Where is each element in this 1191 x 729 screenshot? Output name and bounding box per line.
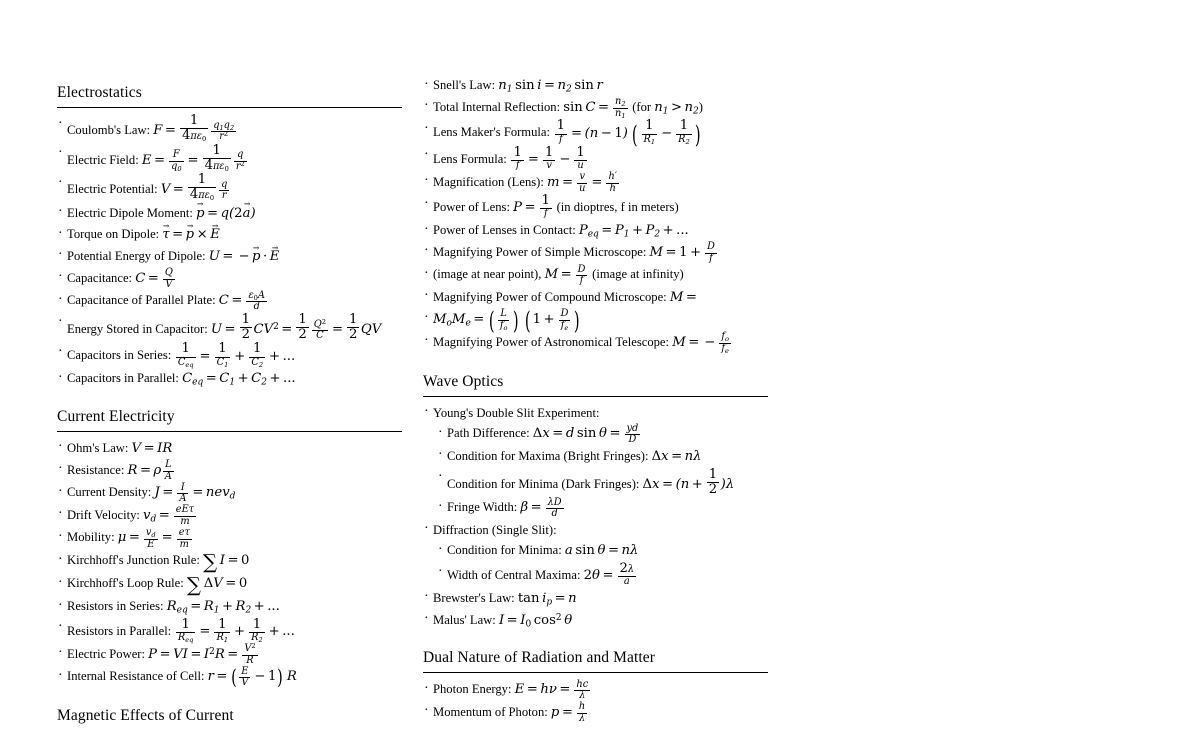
formula-item-simple-microscope-continued: [423, 264, 769, 287]
formula-math: μ = $\frac{v_d}{E}$ = $\frac{e\tau}{m}$: [117, 526, 190, 550]
formula-label: Brewster's Law:: [433, 590, 515, 605]
formula-item-path-difference: [437, 423, 769, 446]
formula-label: Potential Energy of Dipole:: [67, 248, 206, 263]
formula-list-polarisation: [423, 588, 769, 631]
formula-list-diffraction: [423, 520, 769, 541]
formula-label: Lens Formula:: [433, 151, 507, 166]
formula-item-compound-microscope: [423, 287, 769, 309]
formula-item-junction-rule: [57, 550, 423, 573]
formula-item-energy-stored: [57, 313, 423, 343]
formula-item-loop-rule: [57, 573, 423, 596]
formula-note-math: $n_1 > n_2$: [654, 99, 699, 117]
formula-label: Current Density:: [67, 485, 152, 500]
section-rule-dual-nature: [423, 672, 768, 673]
formula-item-ydse: [423, 403, 769, 424]
formula-math: a sin θ = nλ: [564, 543, 639, 559]
formula-math: Δx = (n + $\frac{1}{2}$ )λ: [642, 466, 735, 497]
formula-label: Electric Potential:: [67, 182, 158, 197]
formula-item-caps-series: [57, 342, 423, 368]
formula-item-drift-velocity: [57, 505, 423, 528]
formula-label: Condition for Minima:: [447, 543, 562, 558]
section-electrostatics: [57, 83, 423, 108]
formula-math: $n_1$ $\sin i = n_2$ sin r: [498, 78, 603, 95]
formula-math: $I = I_0$ $\cos^2 \theta$: [498, 612, 573, 630]
left-column: [57, 0, 423, 729]
formula-math: ∑ I = 0: [203, 550, 250, 574]
formula-label: Power of Lenses in Contact:: [433, 223, 576, 237]
formula-label: Total Internal Reflection:: [433, 99, 561, 114]
formula-item-cond-minima: [437, 540, 769, 562]
formula-label: Magnifying Power of Astronomical Telescope:: [433, 334, 670, 349]
formula-math: $P_{eq} = P_1 + P_2$ + ...: [578, 223, 689, 240]
formula-math: R = ρ $\frac{L}{A}$: [127, 459, 172, 482]
formula-math: M = 1 + $\frac{D}{f}$: [649, 241, 715, 264]
section-rule-electrostatics: [57, 107, 402, 108]
formula-label: Snell's Law:: [433, 78, 496, 92]
section-dual-nature: [423, 648, 769, 673]
formula-label: Electric Field:: [67, 152, 139, 167]
formula-item-electric-dipole-moment: [57, 203, 423, 225]
formula-item-res-parallel: [57, 618, 423, 644]
formula-math: $C_{eq} = C_1 + C_2$ + ...: [182, 371, 296, 388]
formula-math: $\tan i_p = n$: [517, 590, 577, 608]
formula-item-simple-microscope: [423, 242, 769, 265]
formula-math: τ → = p → × E →: [162, 227, 220, 242]
formula-item-lens-formula: [423, 146, 769, 172]
formula-item-minima-dark: [437, 468, 769, 498]
formula-label: Capacitors in Series:: [67, 348, 172, 363]
formula-label: Ohm's Law:: [67, 440, 129, 455]
formula-label: Condition for Maxima (Bright Fringes):: [447, 448, 649, 463]
formula-math: J = $\frac{I}{A}$ = nev$_d$: [154, 481, 236, 505]
formula-math: V = $\frac{1}{4\pi\varepsilon_0}$ $\frac{q}{r}$: [160, 172, 228, 203]
section-heading-magnetic-effects: Magnetic Effects of Current: [57, 706, 234, 724]
formula-item-lens-makers-formula: [423, 118, 769, 150]
formula-item-electric-field: [57, 144, 423, 174]
formula-item-power-of-lens: [423, 194, 769, 220]
section-rule-wave-optics: [423, 396, 768, 397]
formula-item-mobility: [57, 527, 423, 550]
formula-sublist-diffraction: [423, 540, 769, 588]
formula-item-snells-law: [423, 75, 769, 97]
formula-item-pe-of-dipole: [57, 246, 423, 268]
formula-math: M =: [669, 289, 697, 305]
formula-item-photon-energy: [423, 679, 769, 702]
formula-math: $\frac{1}{f}$ = $\frac{1}{v}$ − $\frac{1}{u}$: [513, 144, 585, 172]
formula-math: V = IR: [131, 440, 173, 456]
formula-item-width-central-maxima: [437, 562, 769, 588]
formula-label: Energy Stored in Capacitor:: [67, 322, 208, 337]
formula-note: (image at near point),: [433, 267, 542, 282]
formula-label: Resistors in Series:: [67, 599, 164, 614]
formula-math: r = ( $\frac{E}{V}$ − 1) R: [207, 665, 297, 690]
formula-label: Young's Double Slit Experiment:: [433, 405, 600, 420]
formula-label: Kirchhoff's Loop Rule:: [67, 576, 184, 591]
formula-label: Torque on Dipole:: [67, 227, 160, 242]
formula-item-fringe-width: [437, 497, 769, 520]
formula-label: Capacitors in Parallel:: [67, 371, 179, 386]
formula-math: P = $\frac{1}{f}$: [513, 193, 550, 220]
formula-item-cap-parallel-plate: [57, 290, 423, 313]
formula-item-power-lenses-contact: [423, 220, 769, 242]
formula-item-current-density: [57, 482, 423, 505]
formula-item-electric-potential: [57, 173, 423, 203]
formula-item-caps-parallel: [57, 368, 423, 390]
formula-label: Magnification (Lens):: [433, 174, 544, 189]
formula-label: Drift Velocity:: [67, 507, 140, 522]
formula-label: Fringe Width:: [447, 500, 518, 515]
formula-math: $v_d$ = $\frac{\text{eEτ}}{m}$: [143, 504, 195, 527]
formula-item-diffraction: [423, 520, 769, 541]
section-wave-optics: [423, 372, 769, 397]
formula-item-malus-law: [423, 610, 769, 632]
formula-item-electric-power: [57, 644, 423, 667]
formula-math: sin C = $\frac{n_2}{n_1}$: [563, 96, 626, 120]
section-rule-current-electricity: [57, 431, 402, 432]
formula-item-momentum-photon: [423, 702, 769, 725]
formula-item-internal-resistance: [57, 666, 423, 689]
formula-list-ray-optics-continued: [423, 75, 769, 355]
formula-math: β = $\frac{\lambda D}{d}$: [520, 496, 562, 520]
formula-item-torque-on-dipole: [57, 224, 423, 246]
formula-math: C = $\frac{Q}{V}$: [135, 267, 173, 290]
section-heading-electrostatics: Electrostatics: [57, 84, 142, 101]
formula-item-maxima-bright: [437, 446, 769, 468]
formula-math: p = $\frac{h}{\lambda}$: [550, 701, 586, 725]
formula-label: Photon Energy:: [433, 682, 512, 697]
formula-label: Internal Resistance of Cell:: [67, 669, 205, 684]
section-heading-current-electricity: Current Electricity: [57, 407, 175, 425]
formula-label: Malus' Law:: [433, 612, 496, 627]
formula-item-coulombs-law: [57, 114, 423, 144]
formula-label: Electric Dipole Moment:: [67, 205, 193, 220]
formula-label: Resistance:: [67, 462, 125, 477]
formula-list-dual-nature: [423, 679, 769, 724]
formula-math: Δx = nλ: [651, 448, 702, 464]
section-current-electricity: [57, 407, 423, 432]
formula-label: Magnifying Power of Simple Microscope:: [433, 244, 647, 259]
formula-label: Resistors in Parallel:: [67, 624, 172, 639]
section-heading-wave-optics: Wave Optics: [423, 372, 504, 390]
formula-label: Kirchhoff's Junction Rule:: [67, 553, 200, 568]
formula-math: p → = q(2a →): [196, 206, 256, 221]
formula-item-brewsters-law: [423, 588, 769, 610]
right-column: [423, 0, 769, 725]
formula-label: Path Difference:: [447, 426, 530, 441]
formula-math: ∑ ΔV = 0: [186, 573, 248, 597]
formula-math: $M_oM_e$ = ( $\frac{L}{f_o}$ ) ( 1 + $\frac{D}{f_e}$ ): [433, 306, 580, 336]
formula-list-electrostatics: [57, 114, 423, 390]
formula-math: $\frac{1}{C_{eq}}$ = $\frac{1}{C_1}$ + $\frac{1}{C_2}$ + ...: [177, 341, 296, 369]
formula-math: m = $\frac{v}{u}$ = $\frac{h'}{h}$: [547, 171, 617, 194]
formula-label: Momentum of Photon:: [433, 704, 548, 719]
formula-label: Condition for Minima (Dark Fringes):: [447, 476, 640, 491]
formula-label: Lens Maker's Formula:: [433, 125, 550, 140]
formula-label: Magnifying Power of Compound Microscope:: [433, 289, 667, 304]
formula-label: Diffraction (Single Slit):: [433, 522, 557, 537]
formula-math: $\frac{1}{f}$ = (n − 1) ( $\frac{1}{R_1}$ − $\frac{1}{R_2}$ ): [556, 118, 701, 150]
formula-math: E = $\frac{F}{q_0}$ = $\frac{1}{4\pi\varepsilon_0}$ $\frac{q}{r^2}$: [141, 142, 245, 173]
formula-item-total-internal-reflection: · Total Internal Reflection: sin C = $\frac{n_2}{n_1}$ (for $n_1 > n_2$): [423, 97, 769, 120]
formula-math: $R_{eq} = R_1 + R_2$ + ...: [166, 599, 280, 616]
formula-math: E = hν = $\frac{hc}{\lambda}$: [514, 678, 589, 702]
formula-label: Capacitance of Parallel Plate:: [67, 293, 216, 308]
formula-math: $\frac{1}{R_{eq}}$ = $\frac{1}{R_1}$ + $\frac{1}{R_2}$ + ...: [177, 616, 295, 644]
section-magnetic-effects: [57, 706, 423, 729]
formula-item-compound-microscope-continued: [423, 306, 769, 336]
formula-math: M = $\frac{D}{f}$: [544, 263, 586, 287]
formula-math: F = $\frac{1}{4\pi\varepsilon_0}$ $\frac{q_1q_2}{r^2}$: [153, 113, 235, 144]
formula-note: (image at infinity): [592, 267, 684, 282]
formula-label: Capacitance:: [67, 270, 133, 285]
formula-label: Width of Central Maxima:: [447, 568, 581, 583]
formula-item-magnification-lens: [423, 172, 769, 195]
formula-math: 2θ = $\frac{2\lambda}{a}$: [583, 561, 635, 588]
formula-label: Power of Lens:: [433, 200, 510, 215]
section-heading-dual-nature: Dual Nature of Radiation and Matter: [423, 649, 656, 667]
formula-math: U = − p → · E →: [209, 249, 280, 264]
formula-math: P = VI = $I^2R$ = $\frac{V^2}{R}$: [148, 642, 256, 666]
formula-note: (in dioptres, f in meters): [556, 200, 679, 215]
formula-item-resistance: [57, 460, 423, 483]
formula-label: Electric Power:: [67, 646, 145, 661]
formula-label: Mobility:: [67, 530, 115, 545]
formula-label: Coulomb's Law:: [67, 123, 151, 138]
formula-math: U = $\frac{1}{2}$ $CV^2$ = $\frac{1}{2}$ $\frac{Q^2}{C}$ = $\frac{1}{2}$ QV: [210, 311, 382, 343]
formula-item-telescope: [423, 332, 769, 355]
formula-list-wave-optics: [423, 403, 769, 424]
formula-item-capacitance: [57, 268, 423, 291]
formula-item-ohms-law: [57, 438, 423, 460]
formula-math: Δx = d sin θ = $\frac{yd}{D}$: [532, 422, 639, 446]
formula-math: C = $\frac{\varepsilon_0A}{d}$: [218, 289, 265, 313]
formula-item-res-series: [57, 596, 423, 618]
formula-sublist-ydse: [423, 423, 769, 519]
formula-note: (for: [629, 99, 655, 114]
formula-math: M = − $\frac{f_o}{f_e}$: [672, 331, 729, 355]
formula-list-current-electricity: [57, 438, 423, 689]
